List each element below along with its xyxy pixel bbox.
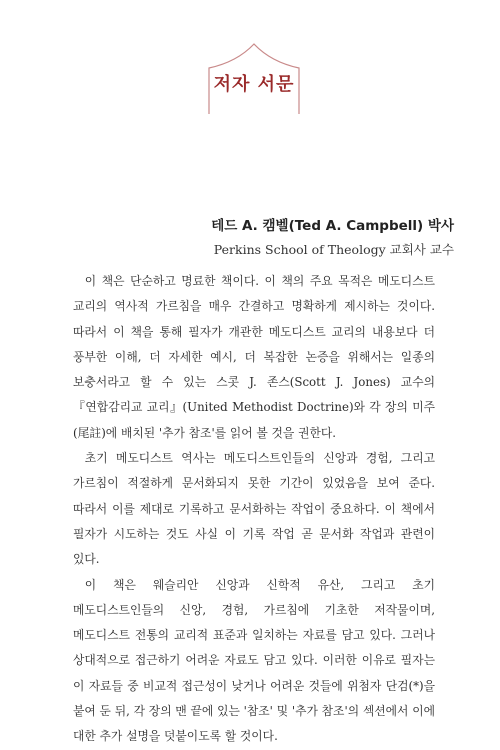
author-affiliation: Perkins School of Theology 교회사 교수	[213, 242, 454, 257]
author-block	[211, 214, 454, 258]
page-title: 저자 서문	[213, 74, 295, 95]
paragraph-1: 이 책은 단순하고 명료한 책이다. 이 책의 주요 목적은 메도디스트 교리의 역사적 가르침을 매우 간결하고 명확하게 제시하는 것이다. 따라서 이 책을 통해 필자가 개관한 메도디스트 교리의 내용보다 더 풍부한 이해, 더 자세한 예시, 더 복잡한 논증을 위해서는 일종의 보충서라고 할 수 있는 스콧 J. 존스(Scott J. Jones) 교수의 『연합감리교 교리』(United Methodist Doctrine)와 각 장의 미주(尾註)에 배치된 '추가 참조'를 읽어 볼 것을 권한다.	[73, 274, 435, 440]
paragraph-3: 이 책은 웨슬리안 신앙과 신학적 유산, 그리고 초기 메도디스트인들의 신앙, 경험, 가르침에 기초한 저작물이며, 메도디스트 전통의 교리적 표준과 일치하는 자료를 담고 있다. 그러나 상대적으로 접근하기 어려운 자료도 담고 있다. 이러한 이유로 필자는 이 자료들 중 비교적 접근성이 낮거나 어려운 것들에 위첨자 단검(*)을 붙여 둔 뒤, 각 장의 맨 끝에 있는 '참조' 및 '추가 참조'의 섹션에서 이에 대한 추가 설명을 덧붙이도록 할 것이다.	[73, 577, 435, 744]
preface-body	[73, 269, 435, 750]
paragraph-2: 초기 메도디스트 역사는 메도디스트인들의 신앙과 경험, 그리고 가르침이 적절하게 문서화되지 못한 기간이 있었음을 보여 준다. 따라서 이를 제대로 기록하고 문서화하는 작업이 중요하다. 이 책에서 필자가 시도하는 것도 사실 이 기록 작업 곧 문서화 작업과 관련이 있다.	[73, 451, 435, 567]
author-name: 테드 A. 캠벨(Ted A. Campbell) 박사	[211, 218, 454, 234]
